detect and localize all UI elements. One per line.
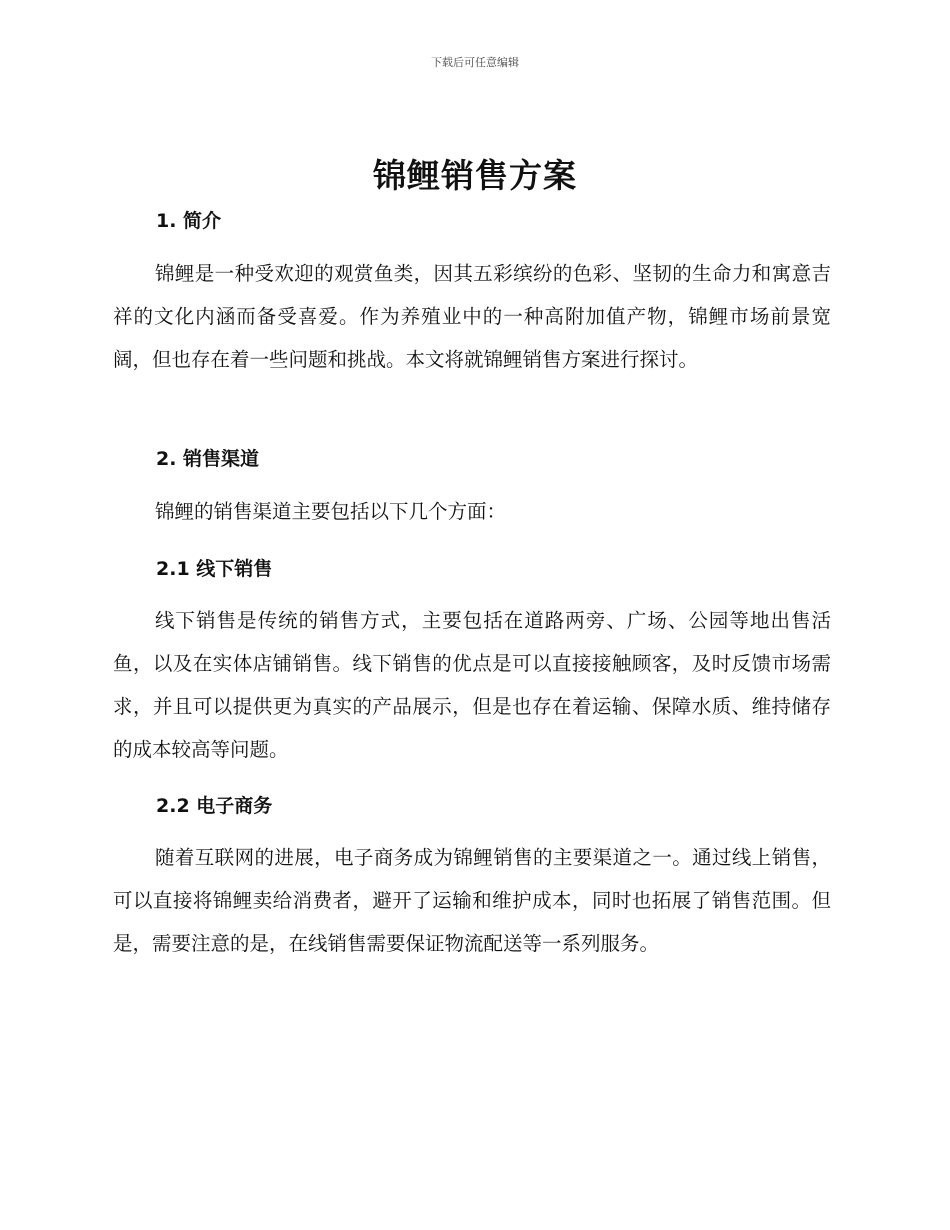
- section-heading-intro: 1. 简介: [156, 210, 222, 232]
- section-paragraph-sales-channels: 锦鲤的销售渠道主要包括以下几个方面：: [155, 500, 507, 523]
- section-paragraph-offline-sales: 线下销售是传统的销售方式，主要包括在道路两旁、广场、公园等地出售活鱼，以及在实体店铺销售。线下销售的优点是可以直接接触顾客，及时反馈市场需求，并且可以提供更为真实的产品展示，但是也存在着运输、保障水质、维持储存的成本较高等问题。: [113, 609, 831, 761]
- section-heading-offline-sales: 2.1 线下销售: [156, 558, 273, 580]
- section-heading-sales-channels: 2. 销售渠道: [156, 448, 260, 470]
- document-title: 锦鲤销售方案: [373, 156, 577, 195]
- section-heading-ecommerce: 2.2 电子商务: [156, 795, 273, 817]
- page-header-note: 下载后可任意编辑: [431, 56, 519, 69]
- section-paragraph-intro: 锦鲤是一种受欢迎的观赏鱼类，因其五彩缤纷的色彩、坚韧的生命力和寓意吉祥的文化内涵而备受喜爱。作为养殖业中的一种高附加值产物，锦鲤市场前景宽阔，但也存在着一些问题和挑战。本文将就锦鲤销售方案进行探讨。: [113, 262, 831, 371]
- section-paragraph-ecommerce: 随着互联网的进展，电子商务成为锦鲤销售的主要渠道之一。通过线上销售，可以直接将锦鲤卖给消费者，避开了运输和维护成本，同时也拓展了销售范围。但是，需要注意的是，在线销售需要保证物流配送等一系列服务。: [113, 846, 831, 955]
